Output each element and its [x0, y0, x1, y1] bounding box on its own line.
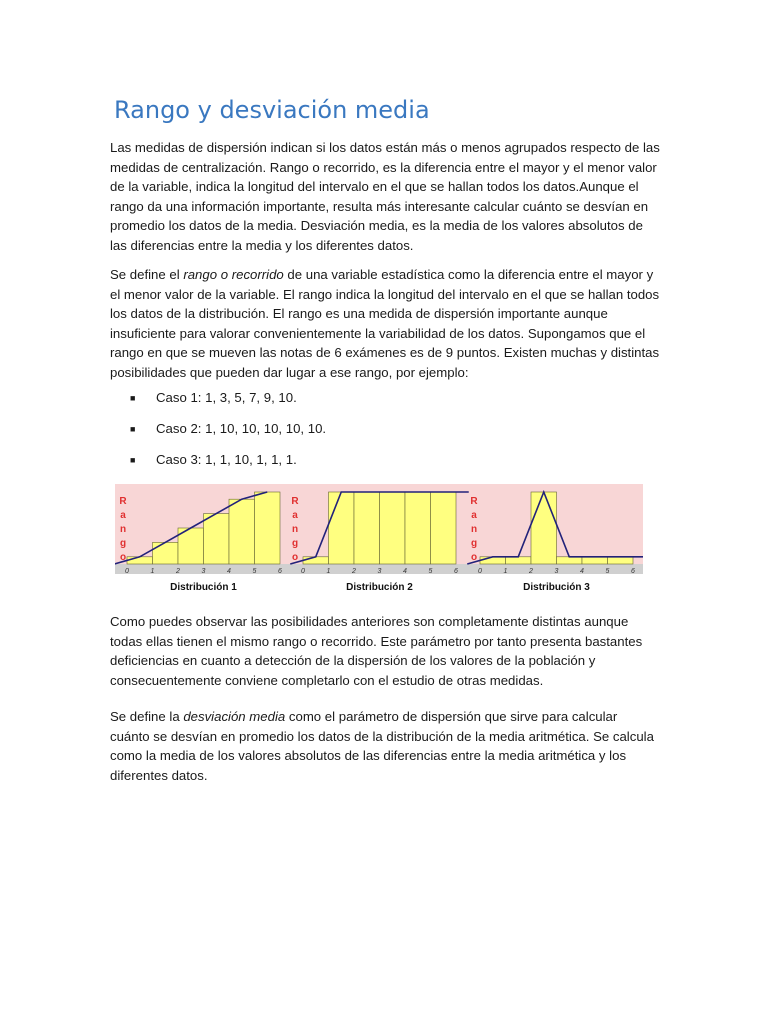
axis-label-rango: g [119, 538, 127, 549]
cases-list [130, 390, 326, 483]
distribution-figure [115, 484, 643, 600]
axis-label-rango: R [470, 496, 478, 507]
x-tick-label: 3 [554, 568, 559, 575]
rango-text-start: Se define el [110, 267, 184, 282]
x-tick-label: 3 [377, 568, 382, 575]
axis-label-rango: n [470, 524, 478, 535]
bar [229, 499, 255, 564]
bar [531, 492, 557, 564]
bar [255, 492, 281, 564]
distribution-caption: Distribución 1 [170, 582, 237, 593]
case-1-text: Caso 1: 1, 3, 5, 7, 9, 10. [156, 390, 297, 405]
axis-label-rango: a [120, 510, 126, 521]
axis-label-rango: R [119, 496, 127, 507]
bar [127, 557, 153, 564]
axis-label-rango: a [292, 510, 298, 521]
bar [380, 492, 406, 564]
x-tick-label: 6 [631, 568, 635, 575]
x-tick-label: 5 [252, 568, 257, 575]
axis-label-rango: o [291, 552, 299, 563]
desviacion-term: desviación media [183, 709, 286, 724]
distribution-charts [115, 484, 643, 600]
x-tick-label: 5 [605, 568, 610, 575]
rango-term: rango o recorrido [183, 267, 284, 282]
x-tick-label: 4 [403, 568, 407, 575]
axis-label-rango: a [471, 510, 477, 521]
bar [204, 514, 230, 564]
page-title: Rango y desviación media [114, 96, 430, 124]
axis-label-rango: o [470, 552, 478, 563]
square-bullet-icon: ■ [130, 393, 136, 403]
rango-definition-paragraph [110, 265, 660, 382]
bar [354, 492, 380, 564]
distribution-caption: Distribución 3 [523, 582, 590, 593]
x-tick-label: 4 [580, 568, 584, 575]
bar [608, 557, 634, 564]
axis-label-rango: n [119, 524, 127, 535]
rango-text-end: de una variable estadística como la diferencia entre el mayor y el menor valor de la variable. El rango indica la longitud del intervalo en el que se hallan todos los datos de la distribución. El rango es una medida de dispersión importante aunque insuficiente para valorar convenientemente la variabilidad de los datos. Supongamos que el rango en que se mueven las notas de 6 exámenes es de 9 puntos. Existen muchas y distintas posibilidades que pueden dar lugar a ese rango, por ejemplo: [110, 267, 660, 380]
bar [153, 542, 179, 564]
x-tick-label: 2 [529, 568, 533, 575]
bar [329, 492, 355, 564]
distribution-caption: Distribución 2 [346, 582, 413, 593]
case-2-text: Caso 2: 1, 10, 10, 10, 10, 10. [156, 421, 327, 436]
list-item [130, 452, 326, 483]
x-tick-label: 1 [326, 568, 331, 575]
bar [557, 557, 583, 564]
list-item [130, 390, 326, 421]
square-bullet-icon: ■ [130, 455, 136, 465]
axis-label-rango: o [119, 552, 127, 563]
observation-paragraph: Como puedes observar las posibilidades anteriores son completamente distintas aunque todas ellas tienen el mismo rango o recorrido. Este parámetro por tanto presenta bastantes deficiencias en cuanto a detección de la dispersión de los valores de la población y consecuentemente conviene completarlo con el estudio de otras medidas. [110, 614, 643, 688]
x-tick-label: 6 [278, 568, 282, 575]
intro-paragraph: Las medidas de dispersión indican si los datos están más o menos agrupados respecto de las medidas de centralización. Rango o recorrido, es la diferencia entre el mayor y el menor valor de la variable, indica la longitud del intervalo en el que se hallan todos los datos.Aunque el rango da una información importante, resulta más interesante calcular cuánto se desvían en promedio los datos de la media. Desviación media, es la media de los valores absolutos de las diferencias entre la media y los diferentes datos. [110, 140, 660, 253]
list-item [130, 421, 326, 452]
square-bullet-icon: ■ [130, 424, 136, 434]
x-tick-label: 1 [503, 568, 508, 575]
desviacion-text-start: Se define la [110, 709, 184, 724]
desviacion-text-end: como el parámetro de dispersión que sirve para calcular cuánto se desvían en promedio los datos de la distribución de la media aritmética. Se calcula como la media de los valores absolutos de las diferencias entre la media aritmética y los diferentes datos. [110, 709, 654, 783]
x-tick-label: 0 [301, 568, 305, 575]
bar [480, 557, 506, 564]
axis-label-rango: g [470, 538, 478, 549]
bar [506, 557, 532, 564]
x-tick-label: 3 [201, 568, 206, 575]
x-tick-label: 2 [352, 568, 356, 575]
axis-label-rango: g [291, 538, 299, 549]
x-tick-label: 1 [150, 568, 155, 575]
axis-label-rango: n [291, 524, 299, 535]
bar [582, 557, 608, 564]
case-3-text: Caso 3: 1, 1, 10, 1, 1, 1. [156, 452, 297, 467]
x-tick-label: 0 [478, 568, 482, 575]
desviacion-definition-paragraph [110, 707, 660, 785]
bar [405, 492, 431, 564]
x-tick-label: 4 [227, 568, 231, 575]
bar [303, 557, 329, 564]
x-tick-label: 5 [428, 568, 433, 575]
x-tick-label: 2 [176, 568, 180, 575]
x-tick-label: 0 [125, 568, 129, 575]
axis-label-rango: R [291, 496, 299, 507]
bar [431, 492, 457, 564]
x-tick-label: 6 [454, 568, 458, 575]
